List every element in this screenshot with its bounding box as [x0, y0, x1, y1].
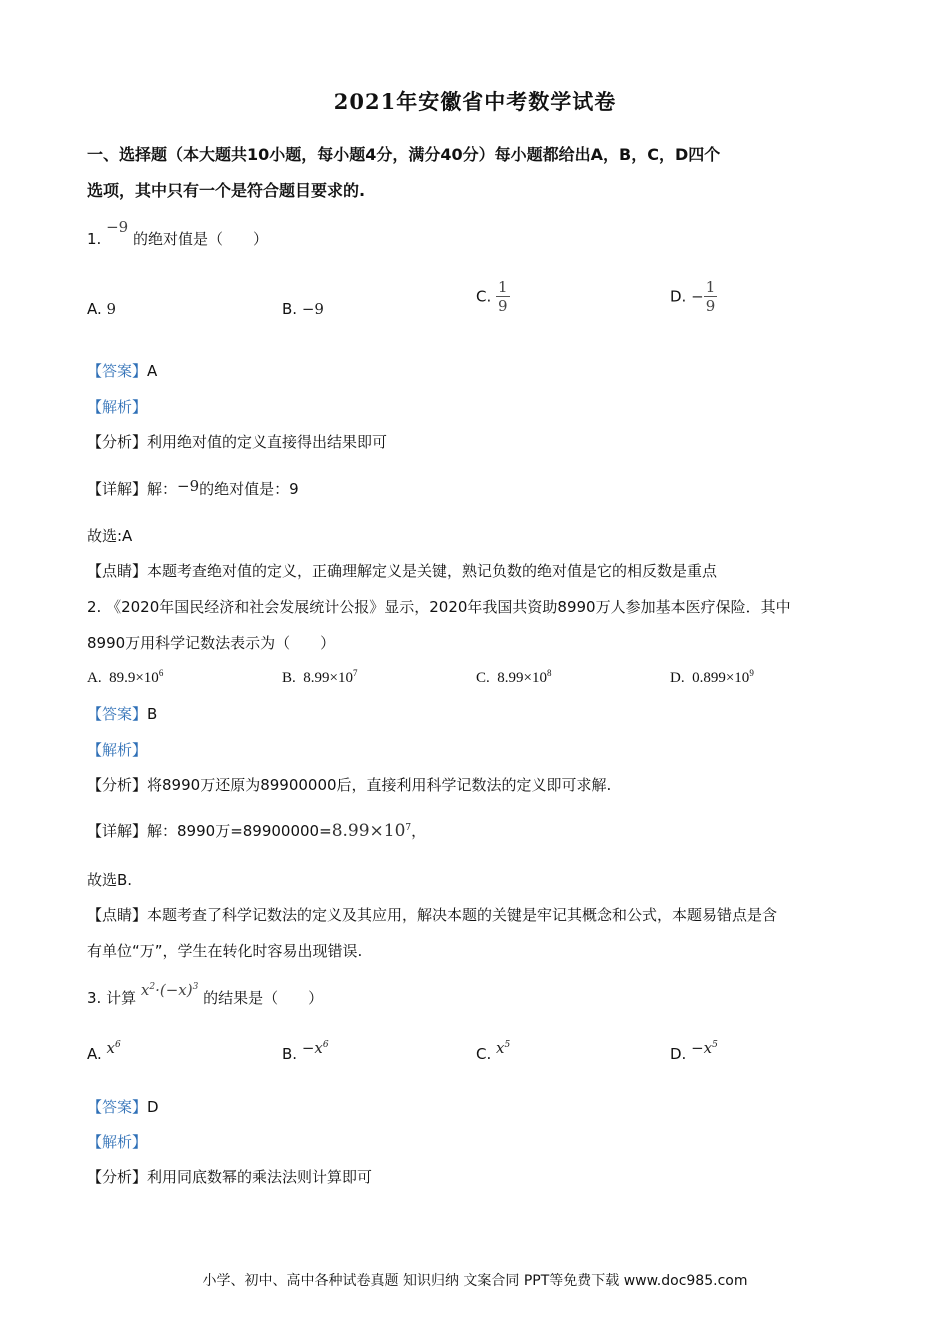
xiangjie-line: 【详解】解：8990万$=89900000=8.99\times 10^7$，: [87, 821, 427, 841]
fraction: $\frac{1}{9}$: [498, 278, 508, 315]
option-d: D. $0.899\times 10^9$: [670, 668, 754, 686]
analysis-tag: 【解析】: [87, 398, 148, 416]
option-b: B. −9: [282, 300, 324, 318]
section-heading-line1: 一、选择题（本大题共10小题，每小题4分，满分40分）每小题都给出A，B，C，D四个: [87, 145, 721, 164]
question-number: 1.: [87, 230, 102, 248]
analysis-tag: 【解析】: [87, 1133, 148, 1151]
page-title: 2021年安徽省中考数学试卷: [333, 89, 617, 114]
dianjing-line: 【点睛】本题考查绝对值的定义，正确理解定义是关键，熟记负数的绝对值是它的相反数是重点: [87, 562, 718, 580]
question-3-stem: 3. 计算 $x^2\cdot(-x)^3$ 的结果是（ ）: [87, 981, 324, 1007]
option-b: B. $8.99\times 10^7$: [282, 668, 358, 686]
answer-line: 【答案】B: [87, 705, 158, 723]
section-heading-line2: 选项，其中只有一个是符合题目要求的.: [87, 181, 366, 200]
analysis-tag: 【解析】: [87, 741, 148, 759]
question-1-stem: [87, 218, 269, 249]
fenxi-line: 【分析】利用绝对值的定义直接得出结果即可: [87, 433, 388, 451]
choose-line: 故选B.: [87, 871, 133, 889]
fraction: $\frac{1}{9}$: [705, 278, 716, 315]
option-d: D. $-x^5$: [670, 1039, 718, 1063]
page-footer: 小学、初中、高中各种试卷真题 知识归纳 文案合同 PPT等免费下载 www.doc985.com: [202, 1273, 748, 1289]
xiangjie-line: 【详解】解：−9的绝对值是：9: [87, 477, 299, 498]
option-c: C. $x^5$: [476, 1039, 511, 1063]
answer-line: 【答案】D: [87, 1098, 159, 1116]
question-text: 的绝对值是（ ）: [133, 230, 269, 248]
option-a: A. $89.9\times 10^6$: [87, 668, 164, 686]
answer-line: 【答案】A: [87, 362, 158, 380]
fenxi-line: 【分析】利用同底数幂的乘法法则计算即可: [87, 1168, 373, 1186]
option-a: A. 9: [87, 300, 117, 318]
option-c: C. $8.99\times 10^8$: [476, 668, 552, 686]
fenxi-line: 【分析】将8990万还原为89900000后，直接利用科学记数法的定义即可求解.: [87, 776, 612, 794]
question-2-line1: 2. 《2020年国民经济和社会发展统计公报》显示，2020年我国共资助8990万人参加基本医疗保险．其中: [87, 598, 791, 616]
question-2-line2: 8990万用科学记数法表示为（ ）: [87, 634, 336, 652]
math-expression: $x^2\cdot(-x)^3$: [140, 981, 199, 999]
math-expression: −9: [106, 218, 129, 236]
option-a: A. $x^6$: [87, 1039, 121, 1063]
option-b: B. $-x^6$: [282, 1039, 329, 1063]
dianjing-line1: 【点睛】本题考查了科学记数法的定义及其应用，解决本题的关键是牢记其概念和公式，本题易错点是含: [87, 906, 778, 924]
dianjing-line2: 有单位“万”，学生在转化时容易出现错误.: [87, 942, 363, 960]
choose-line: 故选:A: [87, 527, 133, 545]
option-d: D. − $\frac{1}{9}$: [670, 278, 716, 315]
option-c: C. $\frac{1}{9}$: [476, 278, 508, 315]
